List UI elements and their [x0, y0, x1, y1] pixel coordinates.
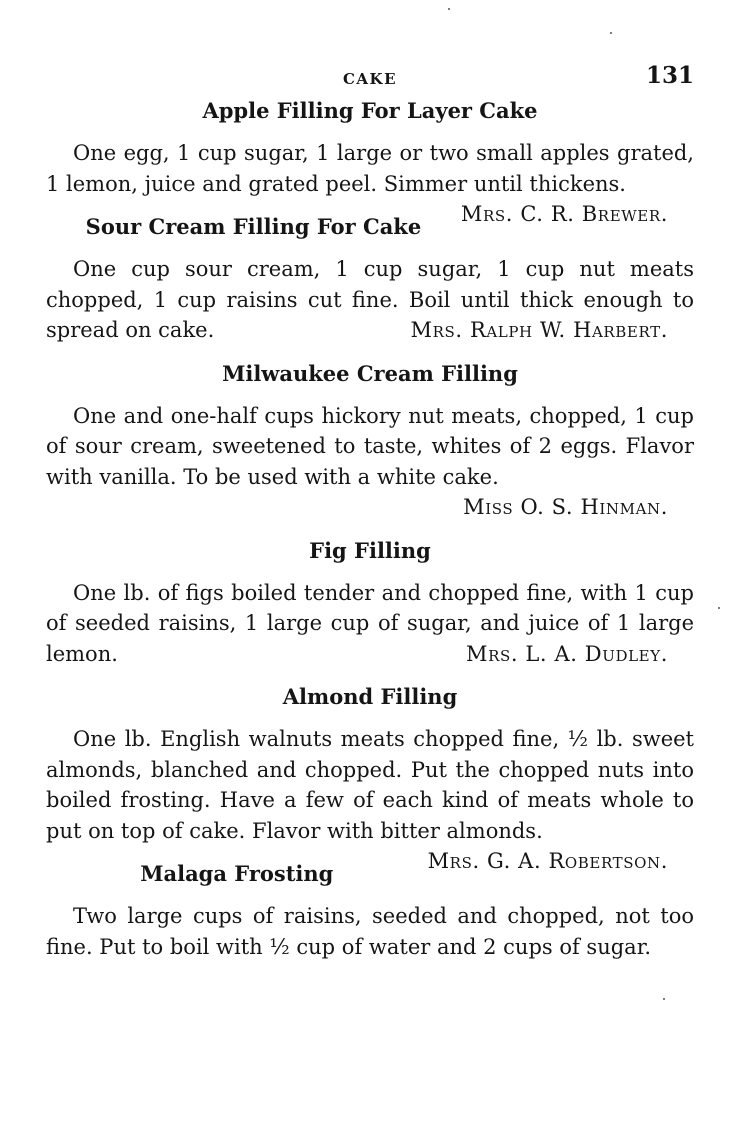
recipe-sour-cream-filling	[46, 212, 694, 346]
recipe-almond-filling	[46, 682, 694, 873]
recipe-body: One lb. English walnuts meats chopped fine, ½ lb. sweet almonds, blanched and chopped. Put the chopped nuts into boiled frosting. Have a few of each kind of meats whole to put on top of cake. Flavor with bitter almonds.	[46, 727, 694, 843]
recipe-text	[46, 578, 694, 670]
recipe-apple-filling	[46, 96, 694, 226]
recipe-credit: Mrs. C. R. Brewer.	[460, 202, 668, 226]
recipe-body: One and one-half cups hickory nut meats, chopped, 1 cup of sour cream, sweetened to taste, whites of 2 eggs. Flavor with vanilla. To be used with a white cake.	[46, 403, 694, 489]
recipe-title: Fig Filling	[309, 537, 431, 563]
print-speck	[448, 8, 450, 10]
recipe-credit: Miss O. S. Hinman.	[463, 495, 668, 519]
recipe-milwaukee-cream-filling	[46, 359, 694, 523]
recipe-title: Malaga Frosting	[140, 861, 334, 886]
recipe-text	[46, 138, 694, 226]
recipe-title: Almond Filling	[282, 684, 458, 709]
recipe-credit: Mrs. Ralph W. Harbert.	[410, 318, 668, 342]
print-speck	[610, 32, 612, 34]
recipe-body: Two large cups of raisins, seeded and chopped, not too fine. Put to boil with ½ cup of water and 2 cups of sugar.	[46, 904, 694, 959]
recipe-title: Sour Cream Filling For Cake	[85, 214, 422, 239]
recipe-fig-filling	[46, 536, 694, 670]
print-speck	[663, 998, 665, 1000]
print-speck	[718, 607, 720, 609]
spacer	[46, 669, 694, 682]
recipe-body: One cup sour cream, 1 cup sugar, 1 cup nut meats chopped, 1 cup raisins cut fine. Boil until thick enough to spread on cake.	[46, 257, 694, 342]
section-title: CAKE	[342, 70, 398, 88]
recipe-body: One egg, 1 cup sugar, 1 large or two small apples grated, 1 lemon, juice and grated peel. Simmer until thickens.	[46, 141, 694, 196]
recipe-title: Apple Filling For Layer Cake	[202, 98, 538, 123]
recipe-text	[46, 724, 694, 873]
book-page	[46, 62, 694, 962]
recipe-credit: Mrs. G. A. Robertson.	[427, 849, 668, 873]
recipe-text	[46, 254, 694, 346]
spacer	[46, 523, 694, 536]
recipe-credit: Mrs. L. A. Dudley.	[465, 641, 668, 666]
page-number: 131	[645, 62, 694, 89]
running-head	[46, 62, 694, 96]
recipe-body: One lb. of figs boiled tender and chopped fine, with 1 cup of seeded raisins, 1 large cup of sugar, and juice of 1 large lemon.	[46, 580, 694, 666]
spacer	[46, 346, 694, 359]
recipe-title: Milwaukee Cream Filling	[222, 360, 518, 386]
